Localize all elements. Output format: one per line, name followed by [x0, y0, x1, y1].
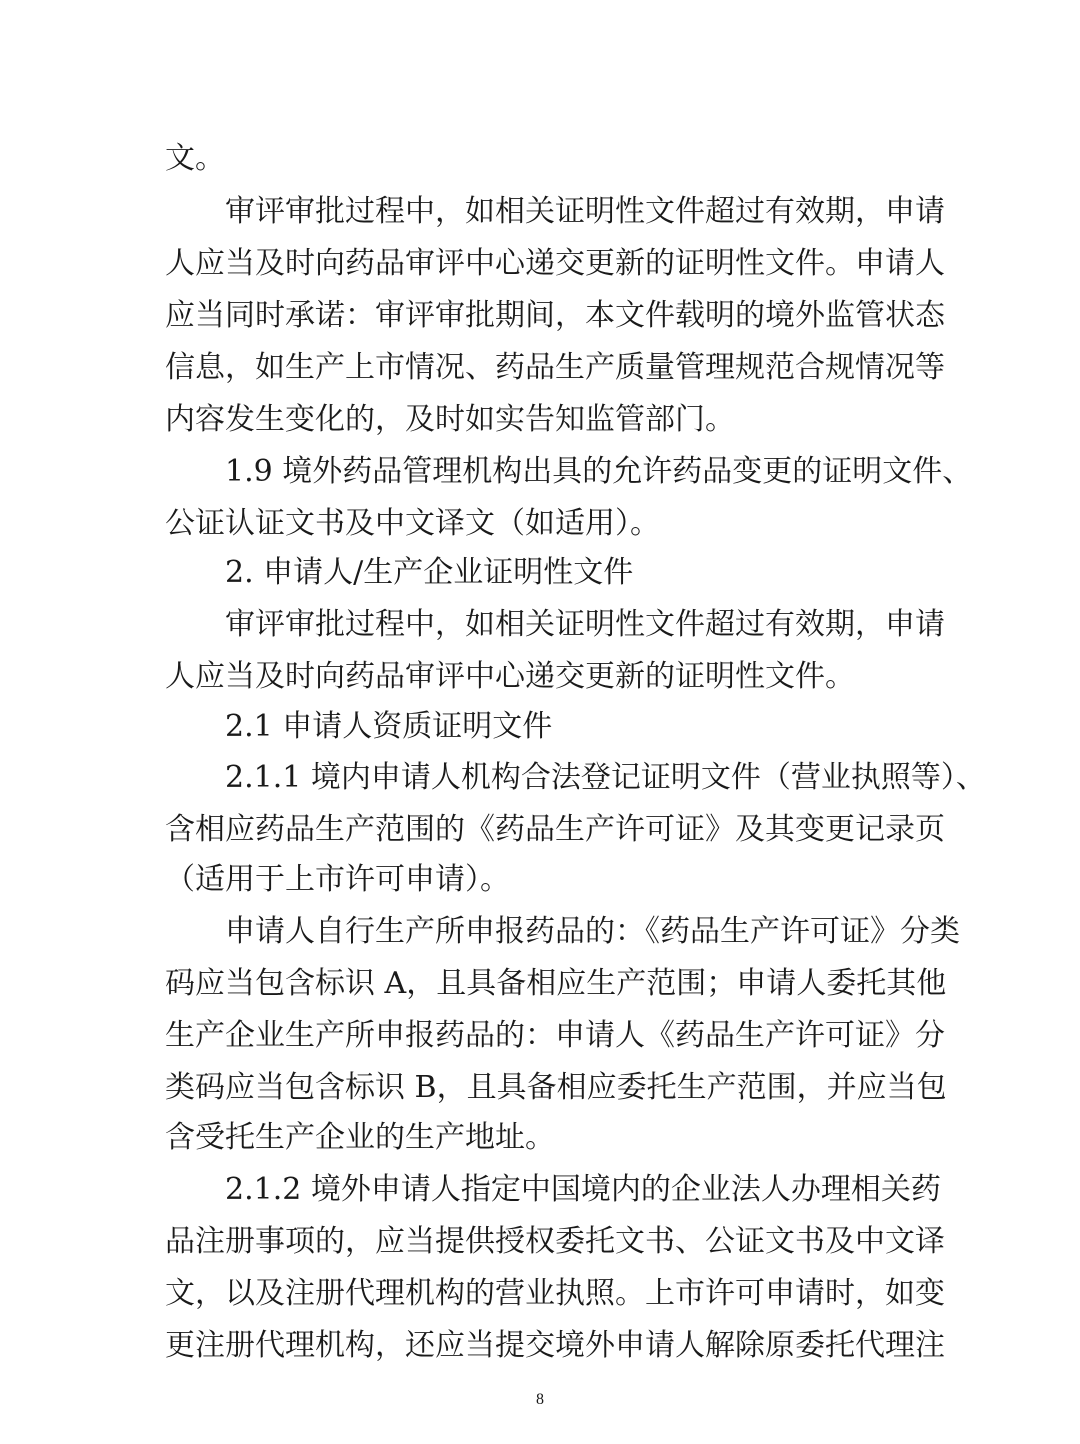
text-line: 公证认证文书及中文译文（如适用）。	[165, 506, 660, 541]
section-heading-2: 2. 申请人/生产企业证明性文件	[225, 555, 634, 590]
text-line: 内容发生变化的，及时如实告知监管部门。	[165, 402, 735, 437]
text-line: 应当同时承诺：审评审批期间，本文件载明的境外监管状态	[165, 298, 945, 333]
text-line: 生产企业生产所申报药品的：申请人《药品生产许可证》分	[165, 1018, 945, 1053]
text-line: 信息，如生产上市情况、药品生产质量管理规范合规情况等	[165, 350, 945, 385]
section-heading-1-9: 1.9 境外药品管理机构出具的允许药品变更的证明文件、	[225, 454, 973, 489]
section-heading-2-1: 2.1 申请人资质证明文件	[225, 709, 553, 744]
paragraph-first-line: 审评审批过程中，如相关证明性文件超过有效期，申请	[225, 194, 945, 229]
text-line: 含相应药品生产范围的《药品生产许可证》及其变更记录页	[165, 812, 945, 847]
text-line: （适用于上市许可申请）。	[165, 862, 510, 897]
text-line: 文。	[165, 141, 225, 176]
text-line: 人应当及时向药品审评中心递交更新的证明性文件。	[165, 659, 855, 694]
text-line: 文，以及注册代理机构的营业执照。上市许可申请时，如变	[165, 1276, 945, 1311]
section-heading-2-1-1: 2.1.1 境内申请人机构合法登记证明文件（营业执照等）、	[225, 760, 986, 795]
text-line: 类码应当包含标识 B，且具备相应委托生产范围，并应当包	[165, 1070, 947, 1105]
page-number: 8	[536, 1391, 544, 1408]
text-line: 码应当包含标识 A，且具备相应生产范围；申请人委托其他	[165, 966, 947, 1001]
paragraph-first-line: 申请人自行生产所申报药品的：《药品生产许可证》分类	[225, 914, 960, 949]
text-line: 品注册事项的，应当提供授权委托文书、公证文书及中文译	[165, 1224, 945, 1259]
text-line: 更注册代理机构，还应当提交境外申请人解除原委托代理注	[165, 1328, 945, 1363]
text-line: 人应当及时向药品审评中心递交更新的证明性文件。申请人	[165, 246, 945, 281]
paragraph-first-line: 审评审批过程中，如相关证明性文件超过有效期，申请	[225, 607, 945, 642]
text-line: 含受托生产企业的生产地址。	[165, 1120, 555, 1155]
section-heading-2-1-2: 2.1.2 境外申请人指定中国境内的企业法人办理相关药	[225, 1172, 941, 1207]
